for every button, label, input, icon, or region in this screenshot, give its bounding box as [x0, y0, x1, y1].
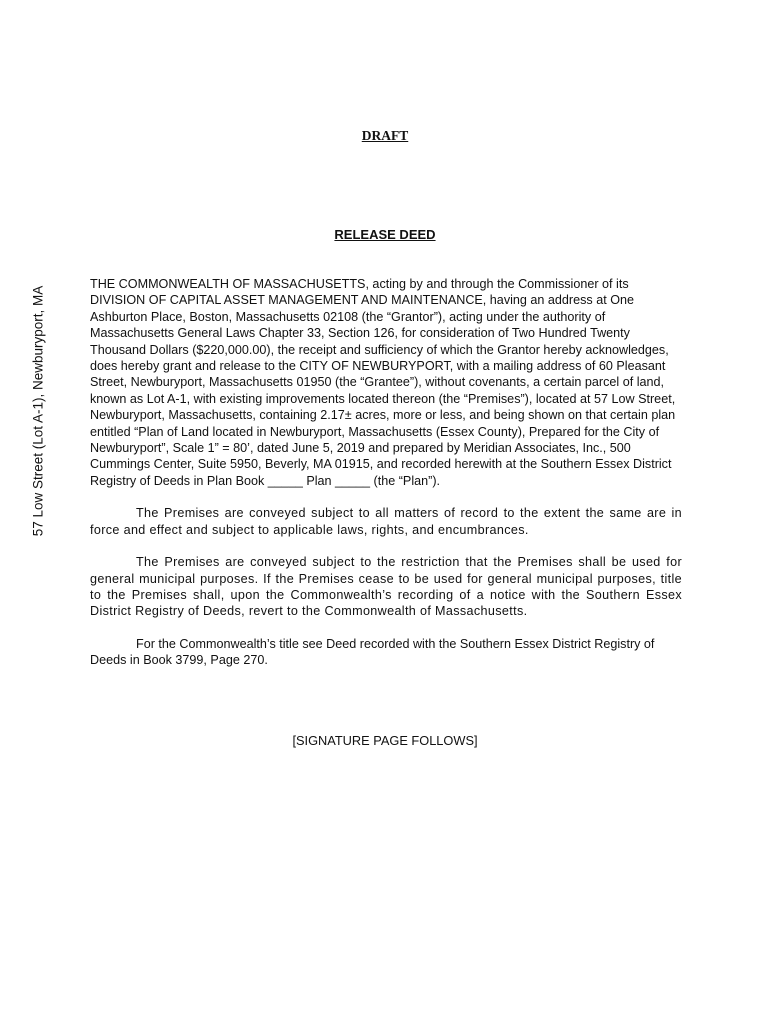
deed-body: [90, 276, 682, 669]
draft-label: DRAFT: [361, 128, 409, 143]
document-title: RELEASE DEED: [334, 227, 436, 242]
title-reference-paragraph: For the Commonwealth’s title see Deed recorded with the Southern Essex District Registry of Deeds in Book 3799, Page 270.: [90, 636, 655, 668]
restriction-paragraph: The Premises are conveyed subject to the restriction that the Premises shall be used for general municipal purposes. If the Premises cease to be used for general municipal purposes, title to the Premises shall, upon the Commonwealth’s recording of a notice with the Southern Essex District Registry of Deeds, revert to the Commonwealth of Massachusetts.: [90, 555, 682, 619]
signature-page-note: [SIGNATURE PAGE FOLLOWS]: [292, 733, 478, 748]
property-side-label: 57 Low Street (Lot A-1), Newburyport, MA: [30, 285, 46, 537]
grant-paragraph: THE COMMONWEALTH OF MASSACHUSETTS, acting by and through the Commissioner of its DIVISION OF CAPITAL ASSET MANAGEMENT AND MAINTENANCE, having an address at One Ashburton Place, Boston, Massachusetts 02108 (the “Grantor”), acting under the authority of Massachusetts General Laws Chapter 33, Section 126, for consideration of Two Hundred Twenty Thousand Dollars ($220,000.00), the receipt and sufficiency of which the Grantor hereby acknowledges, does hereby grant and release to the CITY OF NEWBURYPORT, with a mailing address of 60 Pleasant Street, Newburyport, Massachusetts 01950 (the “Grantee”), without covenants, a certain parcel of land, known as Lot A-1, with existing improvements located thereon (the “Premises”), located at 57 Low Street, Newburyport, Massachusetts, containing 2.17± acres, more or less, and being shown on that certain plan entitled “Plan of Land located in Newburyport, Massachusetts (Essex County), Prepared for the City of Newburyport”, Scale 1” = 80’, dated June 5, 2019 and prepared by Meridian Associates, Inc., 500 Cummings Center, Suite 5950, Beverly, MA 01915, and recorded herewith at the Southern Essex District Registry of Deeds in Plan Book _____ Plan _____ (the “Plan”).: [90, 277, 676, 488]
conveyance-subject-paragraph: The Premises are conveyed subject to all matters of record to the extent the same are in force and effect and subject to applicable laws, rights, and encumbrances.: [90, 506, 682, 537]
